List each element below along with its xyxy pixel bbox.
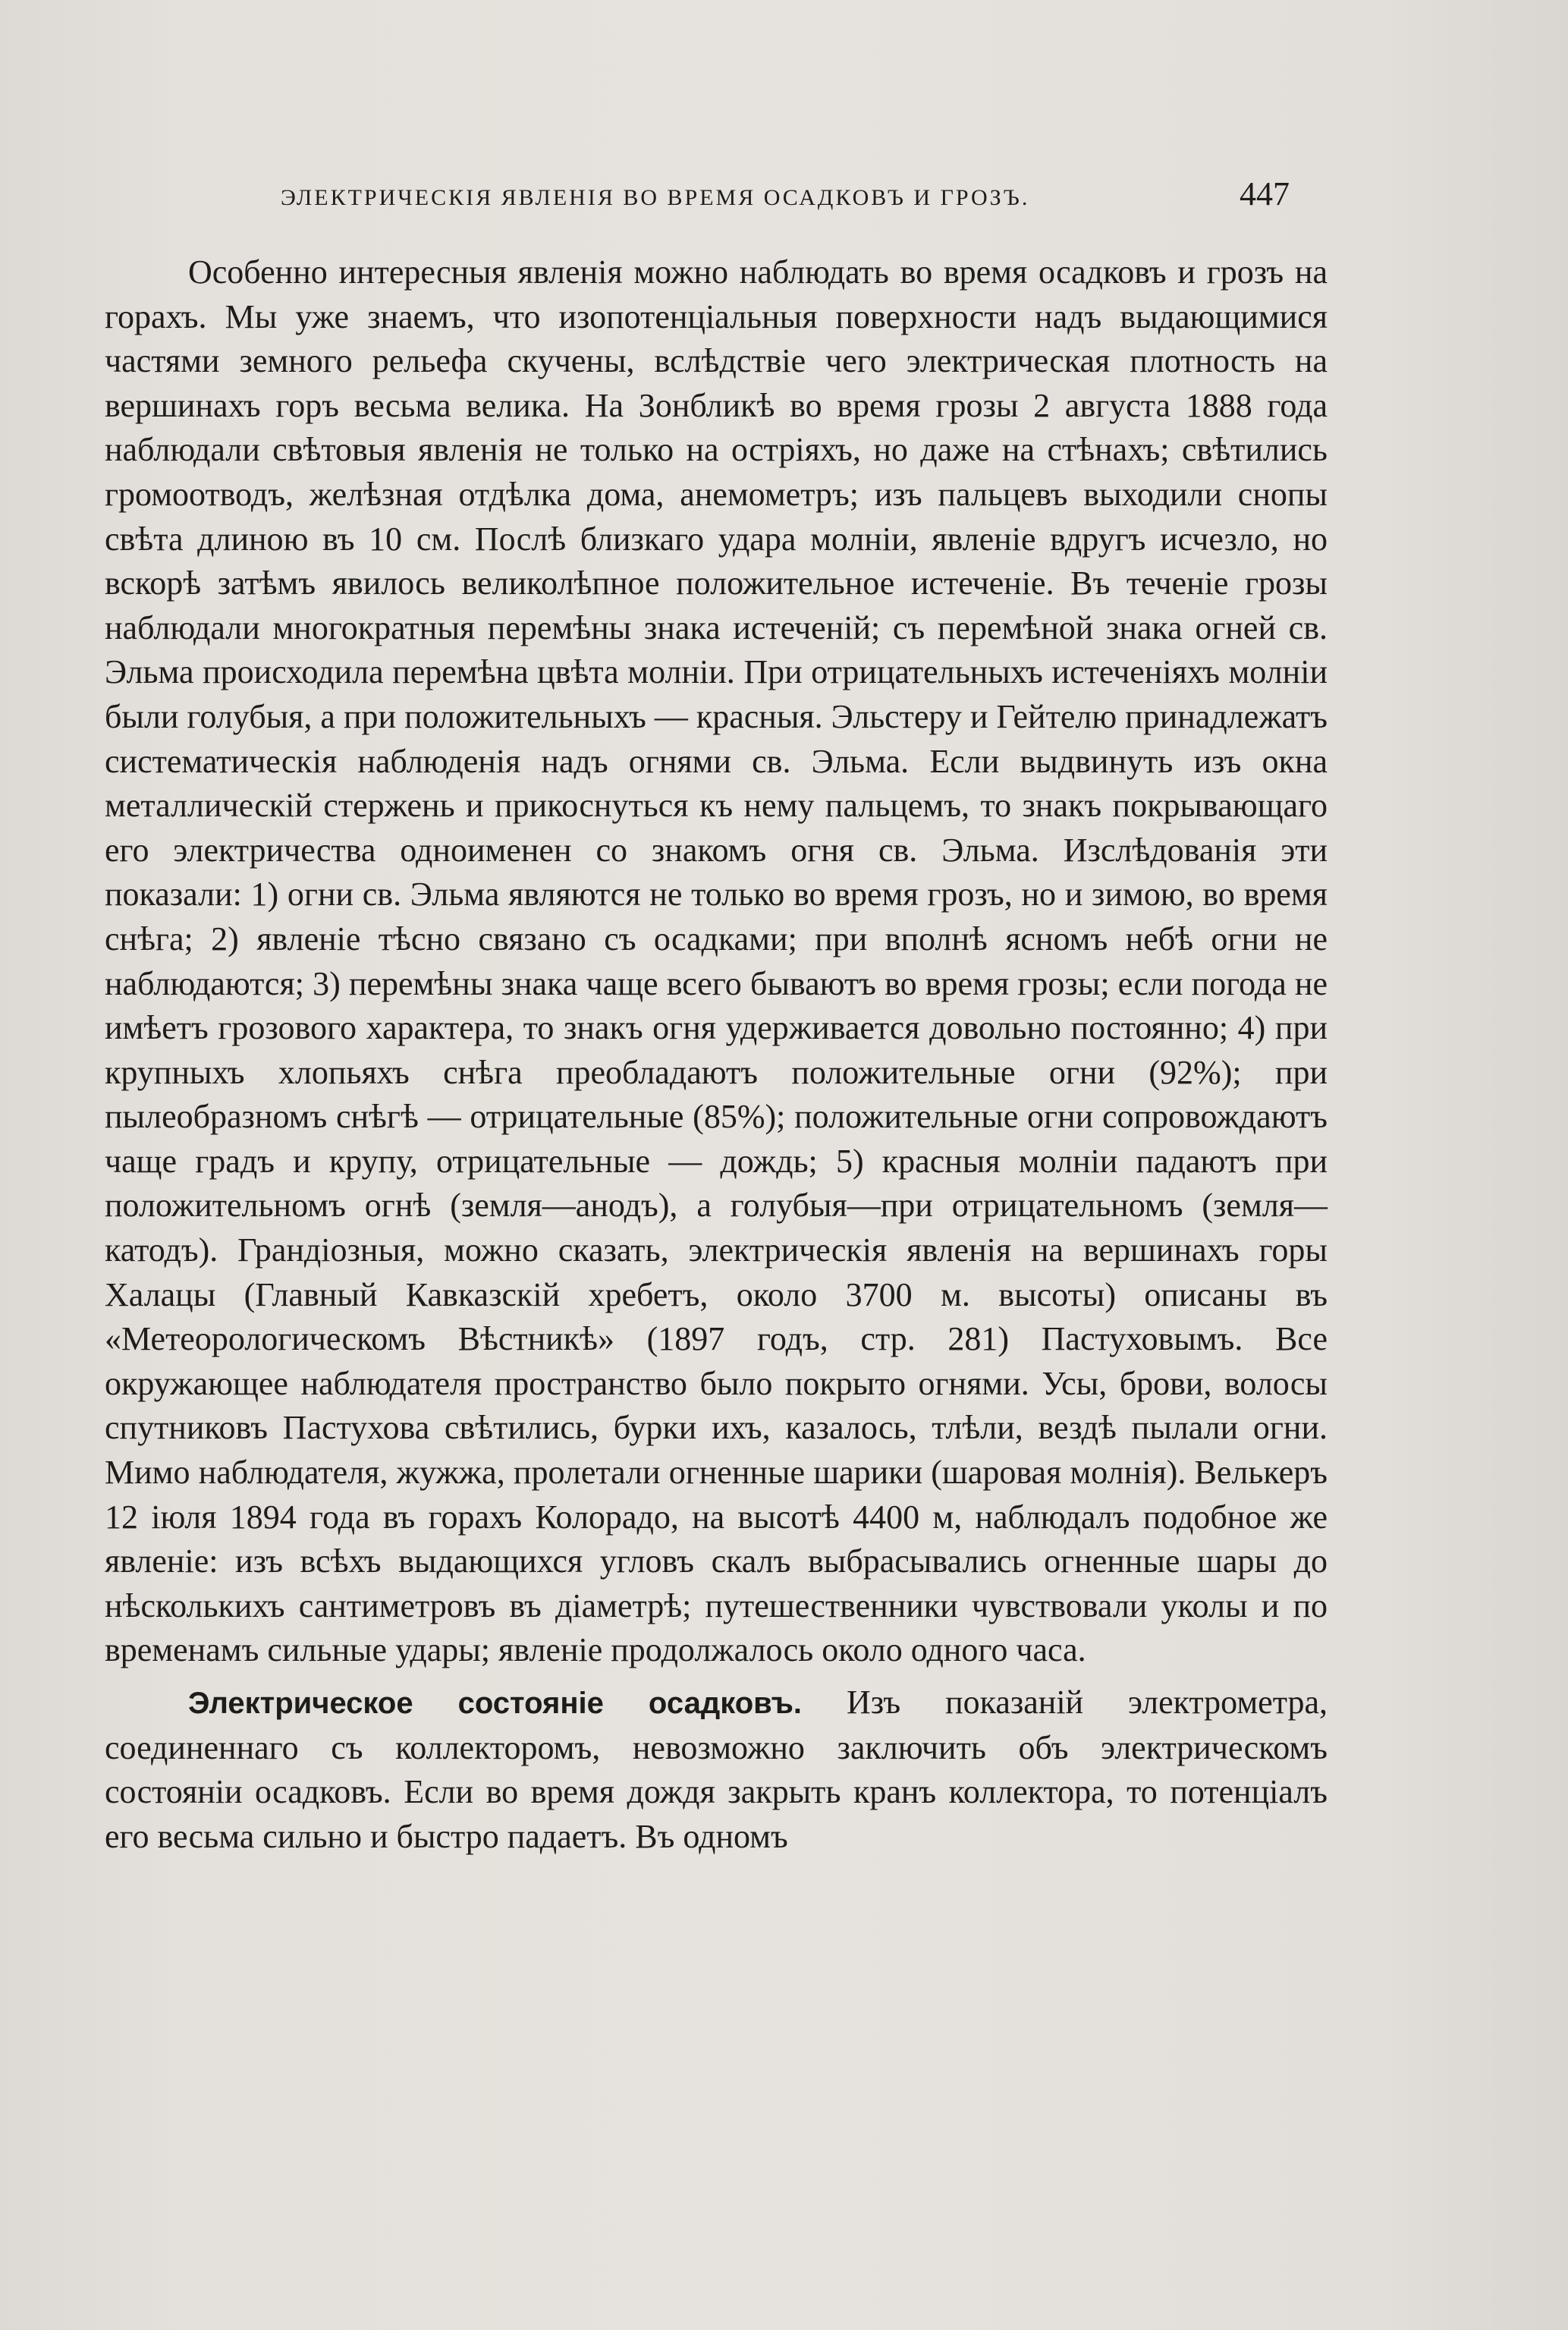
page-number: 447 xyxy=(1240,175,1290,212)
running-title: ЭЛЕКТРИЧЕСКІЯ ЯВЛЕНІЯ ВО ВРЕМЯ ОСАДКОВЪ И ГРОЗЪ. xyxy=(281,185,1030,210)
paragraph-2 xyxy=(105,1681,1328,1859)
paragraph-1: Особенно интересныя явленія можно наблюдать во время осадковъ и грозъ на горахъ. Мы уже знаемъ, что изопотенціальныя поверхности надъ выдающимися частями земного рельефа скучены, вслѣдствіе чего электрическая плотность на вершинахъ горъ весьма велика. На Зонбликѣ во время грозы 2 августа 1888 года наблюдали свѣтовыя явленія не только на остріяхъ, но даже на стѣнахъ; свѣтились громоотводъ, желѣзная отдѣлка дома, анемометръ; изъ пальцевъ выходили снопы свѣта длиною въ 10 см. Послѣ близкаго удара молніи, явленіе вдругъ исчезло, но вскорѣ затѣмъ явилось великолѣпное положительное истеченіе. Въ теченіе грозы наблюдали многократныя перемѣны знака истеченій; съ перемѣной знака огней св. Эльма происходила перемѣна цвѣта молніи. При отрицательныхъ истеченіяхъ молніи были голубыя, а при положительныхъ — красныя. Эльстеру и Гейтелю принадлежатъ систематическія наблюденія надъ огнями св. Эльма. Если выдвинуть изъ окна металлическій стержень и прикоснуться къ нему пальцемъ, то знакъ покрывающаго его электричества одноименен со знакомъ огня св. Эльма. Изслѣдованія эти показали: 1) огни св. Эльма являются не только во время грозъ, но и зимою, во время снѣга; 2) явленіе тѣсно связано съ осадками; при вполнѣ ясномъ небѣ огни не наблюдаются; 3) перемѣны знака чаще всего бываютъ во время грозы; если погода не имѣетъ грозового характера, то знакъ огня удерживается довольно постоянно; 4) при крупныхъ хлопьяхъ снѣга преобладаютъ положительные огни (92%); при пылеобразномъ снѣгѣ — отрицательные (85%); положительные огни сопровождаютъ чаще градъ и крупу, отрицательные — дождь; 5) красныя молніи падаютъ при положительномъ огнѣ (земля—анодъ), а голубыя—при отрицательномъ (земля—катодъ). Грандіозныя, можно сказать, электрическія явленія на вершинахъ горы Халацы (Главный Кавказскій хребетъ, около 3700 м. высоты) описаны въ «Метеорологическомъ Вѣстникѣ» (1897 годъ, стр. 281) Пастуховымъ. Все окружающее наблюдателя пространство было покрыто огнями. Усы, брови, волосы спутниковъ Пастухова свѣтились, бурки ихъ, казалось, тлѣли, вездѣ пылали огни. Мимо наблюдателя, жужжа, пролетали огненные шарики (шаровая молнія). Велькеръ 12 іюля 1894 года въ горахъ Колорадо, на высотѣ 4400 м, наблюдалъ подобное же явленіе: изъ всѣхъ выдающихся угловъ скалъ выбрасывались огненные шары до нѣсколькихъ сантиметровъ въ діаметрѣ; путешественники чувствовали уколы и по временамъ сильные удары; явленіе продолжалось около одного часа. xyxy=(105,253,1328,1669)
body-text xyxy=(105,250,1328,1859)
paragraph-2-text: Изъ показаній электрометра, соединеннаго съ коллекторомъ, невозможно заключить объ электрическомъ состояніи осадковъ. Если во время дождя закрыть кранъ коллектора, то потенціалъ его весьма сильно и быстро падаетъ. Въ одномъ xyxy=(105,1684,1328,1855)
paragraph-2-heading: Электрическое состояніе осадковъ. xyxy=(188,1687,803,1720)
page-header xyxy=(281,175,1290,213)
